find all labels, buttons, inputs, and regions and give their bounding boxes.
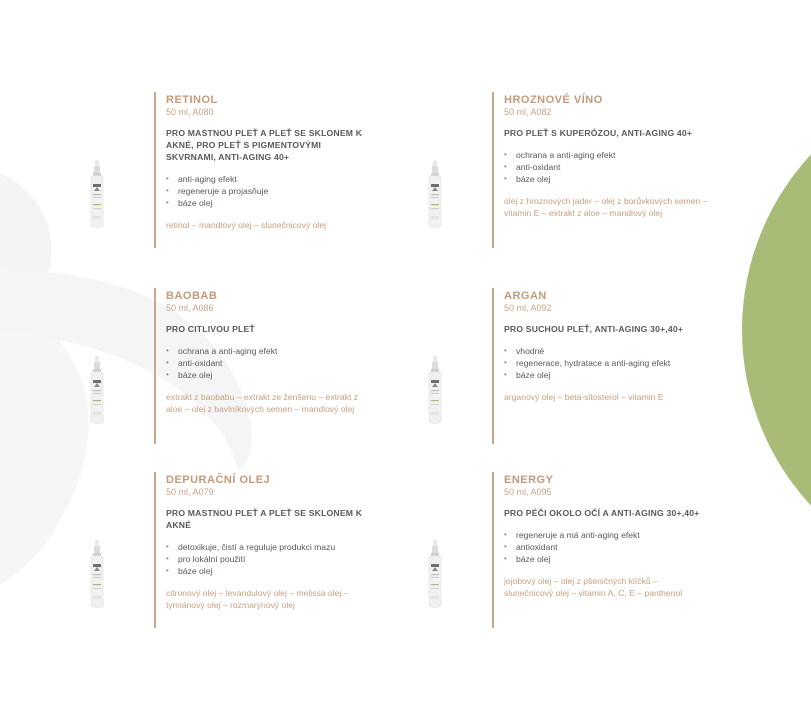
product-description: PRO CITLIVOU PLEŤ [166, 324, 255, 334]
product-description: PRO PLEŤ S KUPERÓZOU, ANTI-AGING 40+ [504, 128, 693, 138]
benefit-item: • báze olej [504, 173, 709, 185]
benefit-item: • regeneruje a projasňuje [166, 185, 371, 197]
benefit-item: • regeneruje a má anti-aging efekt [504, 529, 709, 541]
benefit-item: • anti-oxidant [504, 161, 709, 173]
benefits-list [504, 529, 709, 565]
product-name: BAOBAB [166, 290, 218, 302]
product-card [492, 288, 792, 446]
benefit-item: • antioxidant [504, 541, 709, 553]
benefits-list [504, 149, 709, 185]
product-code: 50 ml, A086 [166, 303, 214, 313]
benefit-item: • pro lokální použití [166, 553, 371, 565]
serum-bottle-image [424, 160, 446, 230]
benefit-item: • detoxikuje, čistí a reguluje produkci mazu [166, 541, 371, 553]
divider-line [154, 472, 156, 628]
product-ingredients: extrakt z baobabu – extrakt ze ženšenu – extrakt z aloe – olej z bavlníkových semen – mandlový olej [166, 392, 359, 414]
bottle-icon [424, 540, 446, 610]
divider-line [154, 288, 156, 444]
benefit-item: • ochrana a anti-aging efekt [504, 149, 709, 161]
serum-bottle-image [424, 540, 446, 610]
benefits-list [504, 345, 709, 381]
product-code: 50 ml, A095 [504, 487, 552, 497]
benefit-item: • báze olej [504, 369, 709, 381]
divider-line [154, 92, 156, 248]
product-code: 50 ml, A092 [504, 303, 552, 313]
product-card [154, 92, 454, 250]
benefits-list [166, 173, 371, 209]
benefit-item: • báze olej [504, 553, 709, 565]
serum-bottle-image [424, 356, 446, 426]
product-card [154, 472, 454, 630]
bottle-icon [424, 356, 446, 426]
product-ingredients: citronový olej – levandulový olej – melissa olej – tymiánový olej – rozmarýnový olej [166, 588, 349, 610]
product-ingredients: retinol – mandlový olej – slunečnicový olej [166, 220, 327, 230]
divider-line [492, 472, 494, 628]
benefits-list [166, 541, 371, 577]
benefit-item: • báze olej [166, 369, 371, 381]
product-card [154, 288, 454, 446]
product-ingredients: olej z hroznových jader – olej z borůvkových semen – vitamin E – extrakt z aloe – mandlový olej [504, 196, 708, 218]
product-code: 50 ml, A080 [166, 107, 214, 117]
product-name: HROZNOVÉ VÍNO [504, 94, 603, 106]
product-description: PRO PÉČI OKOLO OČÍ A ANTI-AGING 30+,40+ [504, 508, 700, 518]
bottle-icon [424, 160, 446, 230]
product-card [492, 472, 792, 630]
product-description: PRO MASTNOU PLEŤ A PLEŤ SE SKLONEM K AKNÉ, PRO PLEŤ S PIGMENTOVÝMI SKVRNAMI, ANTI-AGING 40+ [166, 128, 363, 162]
product-card [492, 92, 792, 250]
serum-bottle-image [86, 160, 108, 230]
bottle-icon [86, 160, 108, 230]
benefit-item: • anti-aging efekt [166, 173, 371, 185]
product-description: PRO MASTNOU PLEŤ A PLEŤ SE SKLONEM K AKNÉ [166, 508, 363, 530]
product-ingredients: arganový olej – beta-sitosterol – vitamin E [504, 392, 664, 402]
benefit-item: • regenerace, hydratace a anti-aging efekt [504, 357, 709, 369]
product-ingredients: jojobový olej – olej z pšeničných klíčků – slunečnicový olej – vitamin A, C, E – panthenol [504, 576, 683, 598]
serum-bottle-image [86, 540, 108, 610]
bottle-icon [86, 540, 108, 610]
product-name: ENERGY [504, 474, 554, 486]
benefit-item: • anti-oxidant [166, 357, 371, 369]
divider-line [492, 288, 494, 444]
benefit-item: • ochrana a anti-aging efekt [166, 345, 371, 357]
bottle-icon [86, 356, 108, 426]
benefit-item: • vhodné [504, 345, 709, 357]
product-code: 50 ml, A079 [166, 487, 214, 497]
benefit-item: • báze olej [166, 197, 371, 209]
product-code: 50 ml, A082 [504, 107, 552, 117]
product-name: ARGAN [504, 290, 547, 302]
product-name: RETINOL [166, 94, 218, 106]
product-description: PRO SUCHOU PLEŤ, ANTI-AGING 30+,40+ [504, 324, 684, 334]
serum-bottle-image [86, 356, 108, 426]
divider-line [492, 92, 494, 248]
benefit-item: • báze olej [166, 565, 371, 577]
benefits-list [166, 345, 371, 381]
product-name: DEPURAČNÍ OLEJ [166, 474, 271, 486]
